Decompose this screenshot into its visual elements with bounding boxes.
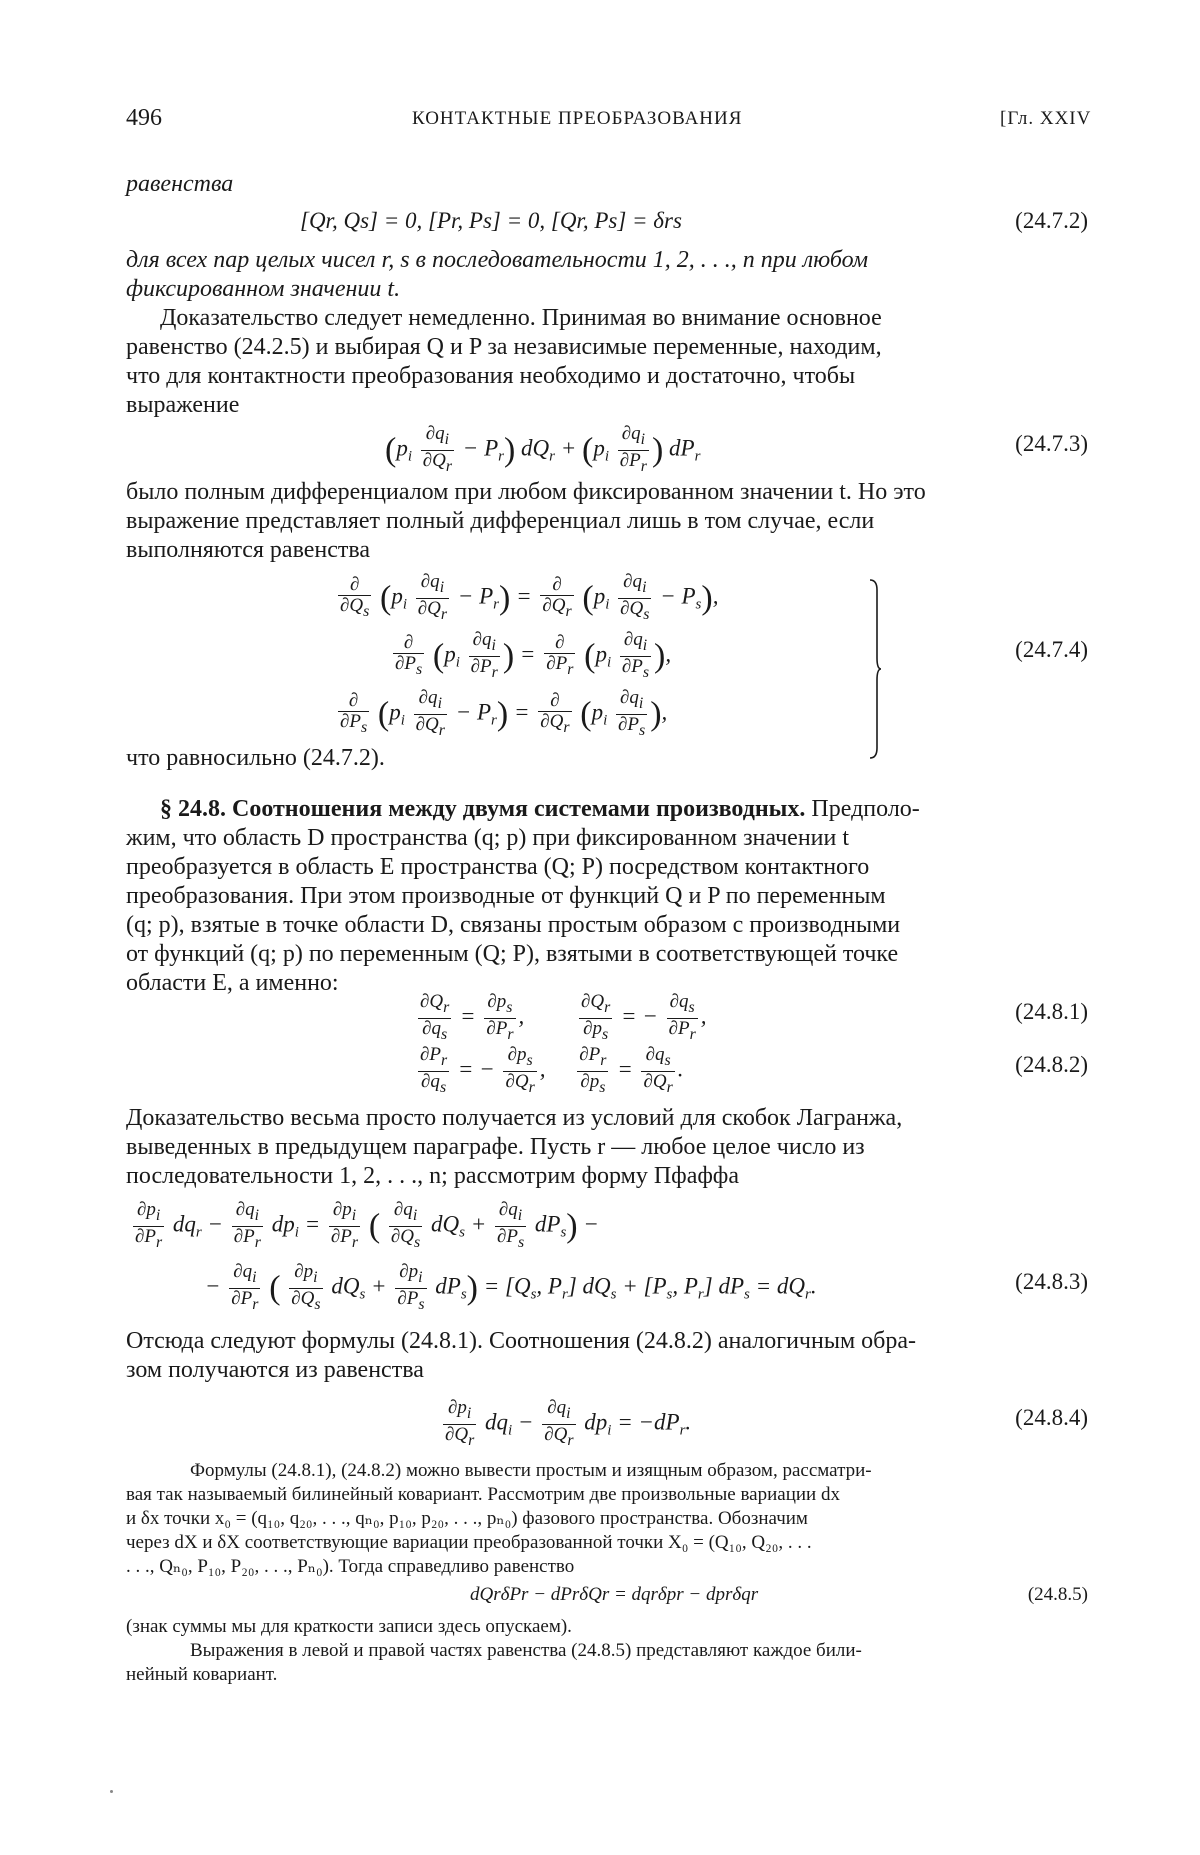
equation-number: (24.7.2) — [1015, 208, 1088, 233]
footnote-line: Формулы (24.8.1), (24.8.2) можно вывести простым и изящным образом, рассматри- — [190, 1460, 872, 1481]
page-number: 496 — [126, 105, 162, 131]
equation-number: (24.8.4) — [1015, 1405, 1088, 1430]
equation-24-7-4-row-1: $\frac{\partial}{\partial Q_s}$ ($p_i$ $\frac{\partial q_i}{\partial Q_r}$ − $P_r$) = $\frac{\partial}{\partial Q_r}$ ($p_i$ $\frac{\partial q_i}{\partial Q_s}$ − $P_s$), — [340, 571, 719, 623]
equation-number: (24.7.4) — [1015, 637, 1088, 662]
scan-speck — [110, 1790, 113, 1793]
text-line: было полным дифференциалом при любом фиксированном значении t. Но это — [126, 479, 926, 505]
text-line: области E, а именно: — [126, 970, 339, 996]
running-title: КОНТАКТНЫЕ ПРЕОБРАЗОВАНИЯ — [412, 108, 743, 129]
equation-number: (24.7.3) — [1015, 431, 1088, 456]
equation-24-8-4: $\frac{\partial p_i}{\partial Q_r}$ $dq_i$ − $\frac{\partial q_i}{\partial Q_r}$ $dp_i = -dP_r$. (24.8.4) — [445, 1397, 1088, 1449]
equation-24-7-4-row-2: $\frac{\partial}{\partial P_s}$ ($p_i$ $\frac{\partial q_i}{\partial P_r}$ ) = $\frac{\partial}{\partial P_r}$ ($p_i$ $\frac{\partial q_i}{\partial P_s}$ ), (24.7.4) — [395, 629, 1088, 681]
text-line: от функций (q; p) по переменным (Q; P), взятыми в соответствующей точке — [126, 941, 899, 967]
footnote-line: вая так называемый билинейный ковариант. Рассмотрим две произвольные вариации dx — [126, 1484, 840, 1505]
equation-number: (24.8.1) — [1015, 999, 1088, 1024]
section-heading-line — [160, 795, 920, 823]
text-line: последовательности 1, 2, . . ., n; рассмотрим форму Пфаффа — [126, 1163, 739, 1189]
equation-24-7-3 — [0, 423, 1200, 475]
text-line: преобразуется в область E пространства (Q; P) посредством контактного — [126, 854, 870, 880]
section-heading: § 24.8. Соотношения между двумя системами производных. — [160, 796, 806, 822]
equation-24-7-2 — [0, 201, 1200, 241]
text-line: для всех пар целых чисел r, s в последовательности 1, 2, . . ., n при любом — [126, 247, 869, 273]
equation-body: dQrδPr − dPrδQr = dqrδpr − dprδqr — [470, 1584, 759, 1605]
footnote-line: Выражения в левой и правой частях равенства (24.8.5) представляют каждое били- — [190, 1640, 862, 1661]
footnote-line: . . ., Qₙ₀, P₁₀, P₂₀, . . ., Pₙ₀). Тогда справедливо равенство — [126, 1556, 575, 1577]
footnote-line: (знак суммы мы для краткости записи здесь опускаем). — [126, 1616, 572, 1637]
footnote-line: и δx точки x₀ = (q₁₀, q₂₀, . . ., qₙ₀, p₁₀, p₂₀, . . ., pₙ₀) фазового пространства. Обозначим — [126, 1508, 808, 1529]
equation-24-8-1: $\frac{\partial Q_r}{\partial q_s}$ = $\frac{\partial p_s}{\partial P_r}$ , $\frac{\partial Q_r}{\partial p_s}$ = − $\frac{\partial q_s}{\partial P_r}$ , (24.8.1) — [420, 991, 1088, 1043]
text-line: (q; p), взятые в точке области D, связаны простым образом с производными — [126, 912, 901, 938]
equation-number: (24.8.2) — [1015, 1052, 1088, 1077]
equation-number: (24.8.3) — [1015, 1269, 1088, 1294]
text-line: Доказательство следует немедленно. Принимая во внимание основное — [160, 305, 882, 331]
text-line: фиксированном значении t. — [126, 276, 401, 302]
right-brace — [868, 578, 882, 760]
equation-body: [Qr, Qs] = 0, [Pr, Ps] = 0, [Qr, Ps] = δrs — [300, 208, 682, 233]
text-line: преобразования. При этом производные от функций Q и P по переменным — [126, 883, 886, 909]
chapter-label: [Гл. XXIV — [1000, 108, 1092, 129]
equation-24-8-3-row-2: − $\frac{\partial q_i}{\partial P_r}$ ( $\frac{\partial p_i}{\partial Q_s}$ $dQ_s$ + $\frac{\partial p_i}{\partial P_s}$ $dP_s) = [Q_s$, $P_r$] $dQ_s + [P_s$, $P_r$] $dP_s = dQ_r$. (24.8.3) — [205, 1261, 1088, 1313]
text-line: выражение представляет полный дифференциал лишь в том случае, если — [126, 508, 875, 534]
text-line: равенства — [126, 171, 234, 197]
equation-24-8-5 — [0, 1579, 1200, 1611]
footnote-line: нейный ковариант. — [126, 1664, 278, 1685]
equation-body: ($p_i$ $\frac{\partial q_i}{\partial Q_r}$ − $P_r$) $dQ_r + (p_i$ $\frac{\partial q_i}{\partial P_r}$ ) $dP_r$ — [385, 423, 701, 475]
equation-24-8-3-row-1: $\frac{\partial p_i}{\partial P_r}$ $dq_r$ − $\frac{\partial q_i}{\partial P_r}$ $dp_i$ = $\frac{\partial p_i}{\partial P_r}$ ( $\frac{\partial q_i}{\partial Q_s}$ $dQ_s$ + $\frac{\partial q_i}{\partial P_s}$ $dP_s$) − — [135, 1199, 599, 1251]
text-line: что равносильно (24.7.2). — [126, 745, 385, 771]
text-line: Доказательство весьма просто получается из условий для скобок Лагранжа, — [126, 1105, 903, 1131]
text-line: равенство (24.2.5) и выбирая Q и P за независимые переменные, находим, — [126, 334, 882, 360]
text-line: выполняются равенства — [126, 537, 371, 563]
text-fragment: Предполо- — [811, 796, 920, 822]
text-line: что для контактности преобразования необходимо и достаточно, чтобы — [126, 363, 856, 389]
text-line: выражение — [126, 392, 240, 418]
text-line: зом получаются из равенства — [126, 1357, 424, 1383]
equation-24-8-2: $\frac{\partial P_r}{\partial q_s}$ = − $\frac{\partial p_s}{\partial Q_r}$ , $\frac{\partial P_r}{\partial p_s}$ = $\frac{\partial q_s}{\partial Q_r}$ . (24.8.2) — [420, 1044, 1088, 1096]
text-line: Отсюда следуют формулы (24.8.1). Соотношения (24.8.2) аналогичным обра- — [126, 1328, 916, 1354]
equation-24-7-4-row-3: $\frac{\partial}{\partial P_s}$ ($p_i$ $\frac{\partial q_i}{\partial Q_r}$ − $P_r$) = $\frac{\partial}{\partial Q_r}$ ($p_i$ $\frac{\partial q_i}{\partial P_s}$ ), — [340, 687, 668, 739]
equation-number: (24.8.5) — [1027, 1584, 1088, 1605]
text-line: жим, что область D пространства (q; p) при фиксированном значении t — [126, 825, 850, 851]
footnote-line: через dX и δX соответствующие вариации преобразованной точки X₀ = (Q₁₀, Q₂₀, . . . — [126, 1532, 812, 1553]
text-line: выведенных в предыдущем параграфе. Пусть r — любое целое число из — [126, 1134, 865, 1160]
